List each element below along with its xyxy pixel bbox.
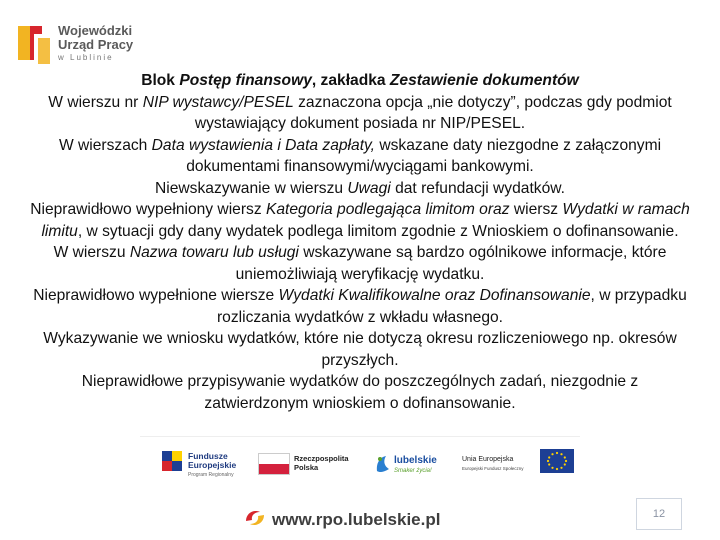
text: W wierszu nr bbox=[48, 93, 143, 111]
text: wskazane daty niezgodne z załączonymi dokumentami finansowymi/wyciągami bankowymi. bbox=[186, 136, 662, 175]
ue-line-1: Unia Europejska bbox=[462, 456, 514, 463]
paragraph-1 bbox=[28, 92, 692, 135]
lubelskie-name: lubelskie bbox=[394, 455, 437, 466]
footer-url[interactable]: www.rpo.lubelskie.pl bbox=[272, 510, 441, 529]
rpo-swirl-icon bbox=[242, 505, 268, 531]
paragraph-4 bbox=[28, 199, 692, 242]
eu-flag-icon bbox=[540, 449, 574, 473]
rzeczpospolita-polska-logo bbox=[258, 447, 352, 487]
title-part: , zakładka bbox=[311, 72, 390, 89]
paragraph-5 bbox=[28, 242, 692, 285]
slide-title bbox=[28, 70, 692, 92]
lubelskie-tagline: Smaker życia! bbox=[394, 468, 432, 474]
text: dat refundacji wydatków. bbox=[390, 179, 565, 197]
ue-subtitle: Europejski Fundusz Społeczny bbox=[462, 466, 524, 471]
pl-line-2: Polska bbox=[294, 462, 319, 472]
text: Nieprawidłowo wypełnione wiersze bbox=[33, 287, 279, 304]
paragraph-6 bbox=[28, 285, 692, 328]
paragraph-2 bbox=[28, 135, 692, 178]
fe-line-2: Europejskie bbox=[188, 460, 237, 470]
text: zaznaczona opcja „nie dotyczy”, podczas gdy podmiot wystawiający dokument posiada nr NIP/PESEL. bbox=[194, 93, 672, 132]
title-part: Blok bbox=[141, 72, 180, 89]
italic-text: Kategoria podlegająca limitom oraz bbox=[265, 201, 510, 218]
title-italic-part: Postęp finansowy bbox=[179, 72, 312, 89]
paragraph-7: Wykazywanie we wniosku wydatków, które nie dotyczą okresu rozliczeniowego np. okresów przyszłych. bbox=[43, 330, 677, 369]
italic-text: Nazwa towaru lub usługi bbox=[129, 244, 299, 261]
funding-logos bbox=[140, 436, 580, 495]
paragraph-3 bbox=[28, 178, 692, 200]
text: wiersz bbox=[509, 201, 563, 218]
text: , w przypadku rozliczania wydatków z wkładu własnego. bbox=[216, 287, 687, 326]
logo-line-2: Urząd Pracy bbox=[58, 36, 134, 52]
slide-content bbox=[28, 70, 692, 414]
lubelskie-mark-icon bbox=[374, 453, 392, 475]
text: Niewskazywanie w wierszu bbox=[155, 179, 348, 197]
text: , w sytuacji gdy dany wydatek podlega limitom zgodnie z Wnioskiem o dofinansowanie. bbox=[77, 222, 679, 240]
text: W wierszach bbox=[58, 136, 152, 154]
pl-line-1: Rzeczpospolita bbox=[294, 454, 349, 463]
unia-europejska-logo bbox=[462, 447, 574, 487]
lubelskie-logo bbox=[374, 447, 454, 487]
polish-flag-icon bbox=[258, 453, 290, 475]
paragraph-8: Nieprawidłowe przypisywanie wydatków do poszczególnych zadań, niezgodnie z zatwierdzonym wnioskiem o dofinansowanie. bbox=[81, 373, 639, 412]
fe-star-icon bbox=[162, 447, 186, 479]
wup-logo-mark-icon bbox=[14, 20, 54, 68]
text: W wierszu bbox=[53, 244, 130, 261]
fe-line-1: Fundusze bbox=[188, 451, 228, 461]
wup-logo bbox=[14, 20, 164, 75]
page-number: 12 bbox=[636, 498, 682, 530]
text: wskazywane są bardzo ogólnikowe informacje, które uniemożliwiają weryfikację wydatku. bbox=[235, 244, 667, 283]
italic-text: Uwagi bbox=[347, 179, 391, 197]
italic-text: Data wystawienia i Data zapłaty, bbox=[151, 136, 375, 154]
italic-text: Wydatki Kwalifikowalne oraz Dofinansowanie bbox=[278, 287, 591, 304]
fe-subtitle: Program Regionalny bbox=[188, 472, 234, 478]
logo-line-1: Wojewódzki bbox=[58, 23, 133, 38]
italic-text: Wydatki w ramach limitu bbox=[41, 201, 690, 240]
text: Nieprawidłowo wypełniony wiersz bbox=[30, 201, 266, 218]
title-italic-part: Zestawienie dokumentów bbox=[389, 72, 579, 89]
italic-text: NIP wystawcy/PESEL bbox=[142, 93, 294, 111]
logo-line-3: w Lublinie bbox=[58, 53, 114, 63]
fundusze-europejskie-logo bbox=[162, 447, 252, 487]
